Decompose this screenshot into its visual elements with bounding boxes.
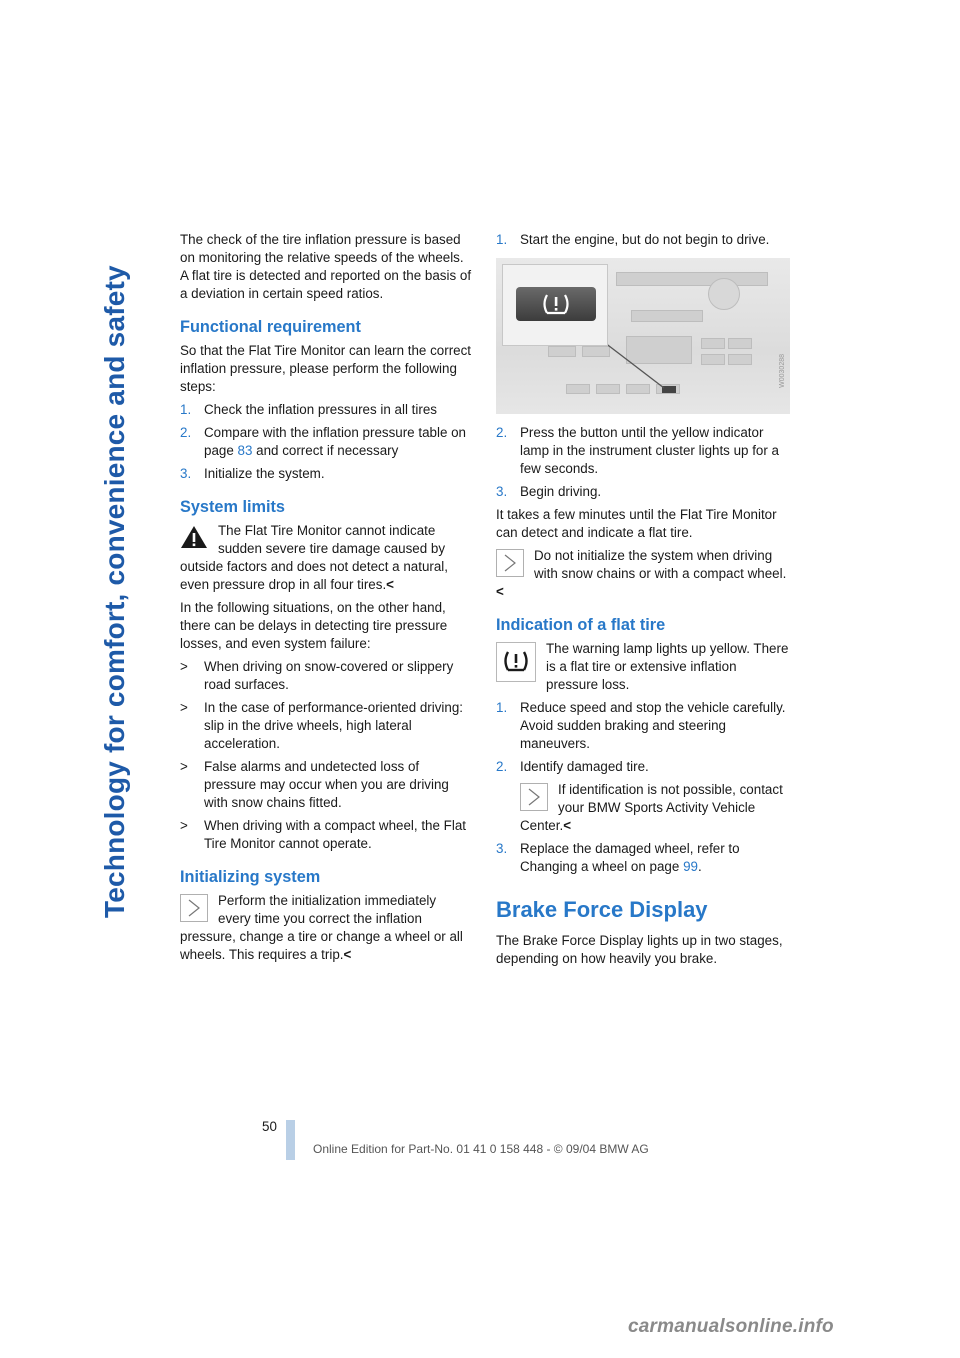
step-number: 3. [496,484,508,499]
warning-triangle-icon [180,524,208,555]
step-number: 1. [496,700,508,715]
note-text: If identification is not possible, contact your BMW Sports Activity Vehicle Center. [520,782,783,833]
brake-paragraph: The Brake Force Display lights up in two stages, depending on how heavily you brake. [496,933,783,966]
note-arrow-icon [520,783,548,811]
footer-edition: Online Edition for Part-No. 01 41 0 158 448 - © 09/04 BMW AG [313,1142,649,1156]
step-text: Start the engine, but do not begin to drive. [520,232,770,247]
warning-text: The Flat Tire Monitor cannot indicate sudden severe tire damage caused by outside factors and does not detect a natural, even pressure drop in all four tires. [180,523,448,592]
step-number: 3. [180,466,192,481]
step-number: 2. [496,425,508,440]
end-mark: < [386,577,394,592]
info-note [520,781,790,835]
heading-system-limits: System limits [180,498,285,516]
note-arrow-icon [496,549,524,577]
tire-pressure-icon [539,291,573,317]
step-text: Identify damaged tire. [520,759,649,774]
bullet-text: When driving on snow-covered or slippery road surfaces. [204,659,454,692]
note-arrow-icon [180,894,208,922]
step-text: Reduce speed and stop the vehicle carefully. Avoid sudden braking and steering maneuvers. [520,700,786,751]
step-text-post: . [697,859,702,874]
footer-bar [286,1120,295,1160]
bullet-marker: > [180,759,188,774]
watermark: carmanualsonline.info [628,1316,834,1337]
heading-initializing-system: Initializing system [180,868,321,886]
step-text: Initialize the system. [204,466,325,481]
warning-lamp-note [496,640,790,694]
intro-paragraph: The check of the tire inflation pressure is based on monitoring the relative speeds of the wheels. A flat tire is detected and reported on the basis of a deviation in certain speed ratios. [180,232,472,301]
step-text: Check the inflation pressures in all tires [204,402,437,417]
list-item [496,483,790,501]
list-item [496,424,790,478]
page-link[interactable]: 83 [237,443,253,458]
tire-warning-lamp-icon [496,642,536,682]
heading-indication-flat-tire: Indication of a flat tire [496,616,666,634]
end-mark: < [496,584,504,599]
step-text-pre: Replace the damaged wheel, refer to Changing a wheel on page [520,841,740,874]
list-item [180,699,472,753]
lamp-text: The warning lamp lights up yellow. There is a flat tire or extensive inflation pressure loss. [546,641,789,692]
step-text: Press the button until the yellow indicator lamp in the instrument cluster lights up for a few seconds. [520,425,780,476]
list-item [180,658,472,694]
page-link[interactable]: 99 [683,859,698,874]
bullet-text: When driving with a compact wheel, the Flat Tire Monitor cannot operate. [204,818,466,851]
heading-brake-force-display: Brake Force Display [496,897,708,922]
heading-functional-requirement: Functional requirement [180,318,361,336]
page-number: 50 [262,1119,277,1134]
step-text-post: and correct if necessary [252,443,399,458]
step-text: Begin driving. [520,484,602,499]
list-item [180,401,472,419]
functional-paragraph: So that the Flat Tire Monitor can learn the correct inflation pressure, please perform the following steps: [180,343,472,394]
warning-note [180,522,472,594]
bullet-text: False alarms and undetected loss of pressure may occur when you are driving with snow chains fitted. [204,759,449,810]
section-sidebar-title: Technology for comfort, convenience and safety [99,265,130,918]
info-note [180,892,472,964]
step-number: 2. [180,425,192,440]
list-item [496,699,790,753]
note-text: Do not initialize the system when driving with snow chains or with a compact wheel. [534,548,787,581]
bullet-marker: > [180,700,188,715]
list-item [180,424,472,460]
detection-paragraph: It takes a few minutes until the Flat Tire Monitor can detect and indicate a flat tire. [496,507,777,540]
list-item [496,758,790,776]
bullet-text: In the case of performance-oriented driving: slip in the drive wheels, high lateral acceleration. [204,700,464,751]
list-item [180,817,472,853]
step-number: 3. [496,841,508,856]
end-mark: < [563,818,572,833]
limits-paragraph: In the following situations, on the other hand, there can be delays in detecting tire pressure losses, and even system failure: [180,600,448,651]
left-column [180,231,472,969]
right-column [496,231,790,973]
end-mark: < [343,947,352,962]
note-text: Perform the initialization immediately every time you correct the inflation pressure, change a tire or change a wheel or all wheels. This requires a trip. [180,893,463,962]
step-number: 1. [180,402,192,417]
step-number: 2. [496,759,508,774]
list-item [496,231,790,249]
bullet-marker: > [180,659,188,674]
step-text [204,424,472,460]
photo-code: W0030288 [779,354,786,388]
step-text-pre: Compare with the inflation pressure table on page [204,425,467,458]
bullet-marker: > [180,818,188,833]
tire-pressure-button [516,287,596,321]
step-number: 1. [496,232,508,247]
dashboard-photo [496,258,790,414]
list-item [180,465,472,483]
button-closeup-inset [502,264,608,346]
list-item [496,840,790,876]
info-note [496,547,790,601]
step-text [520,840,790,876]
list-item [180,758,472,812]
